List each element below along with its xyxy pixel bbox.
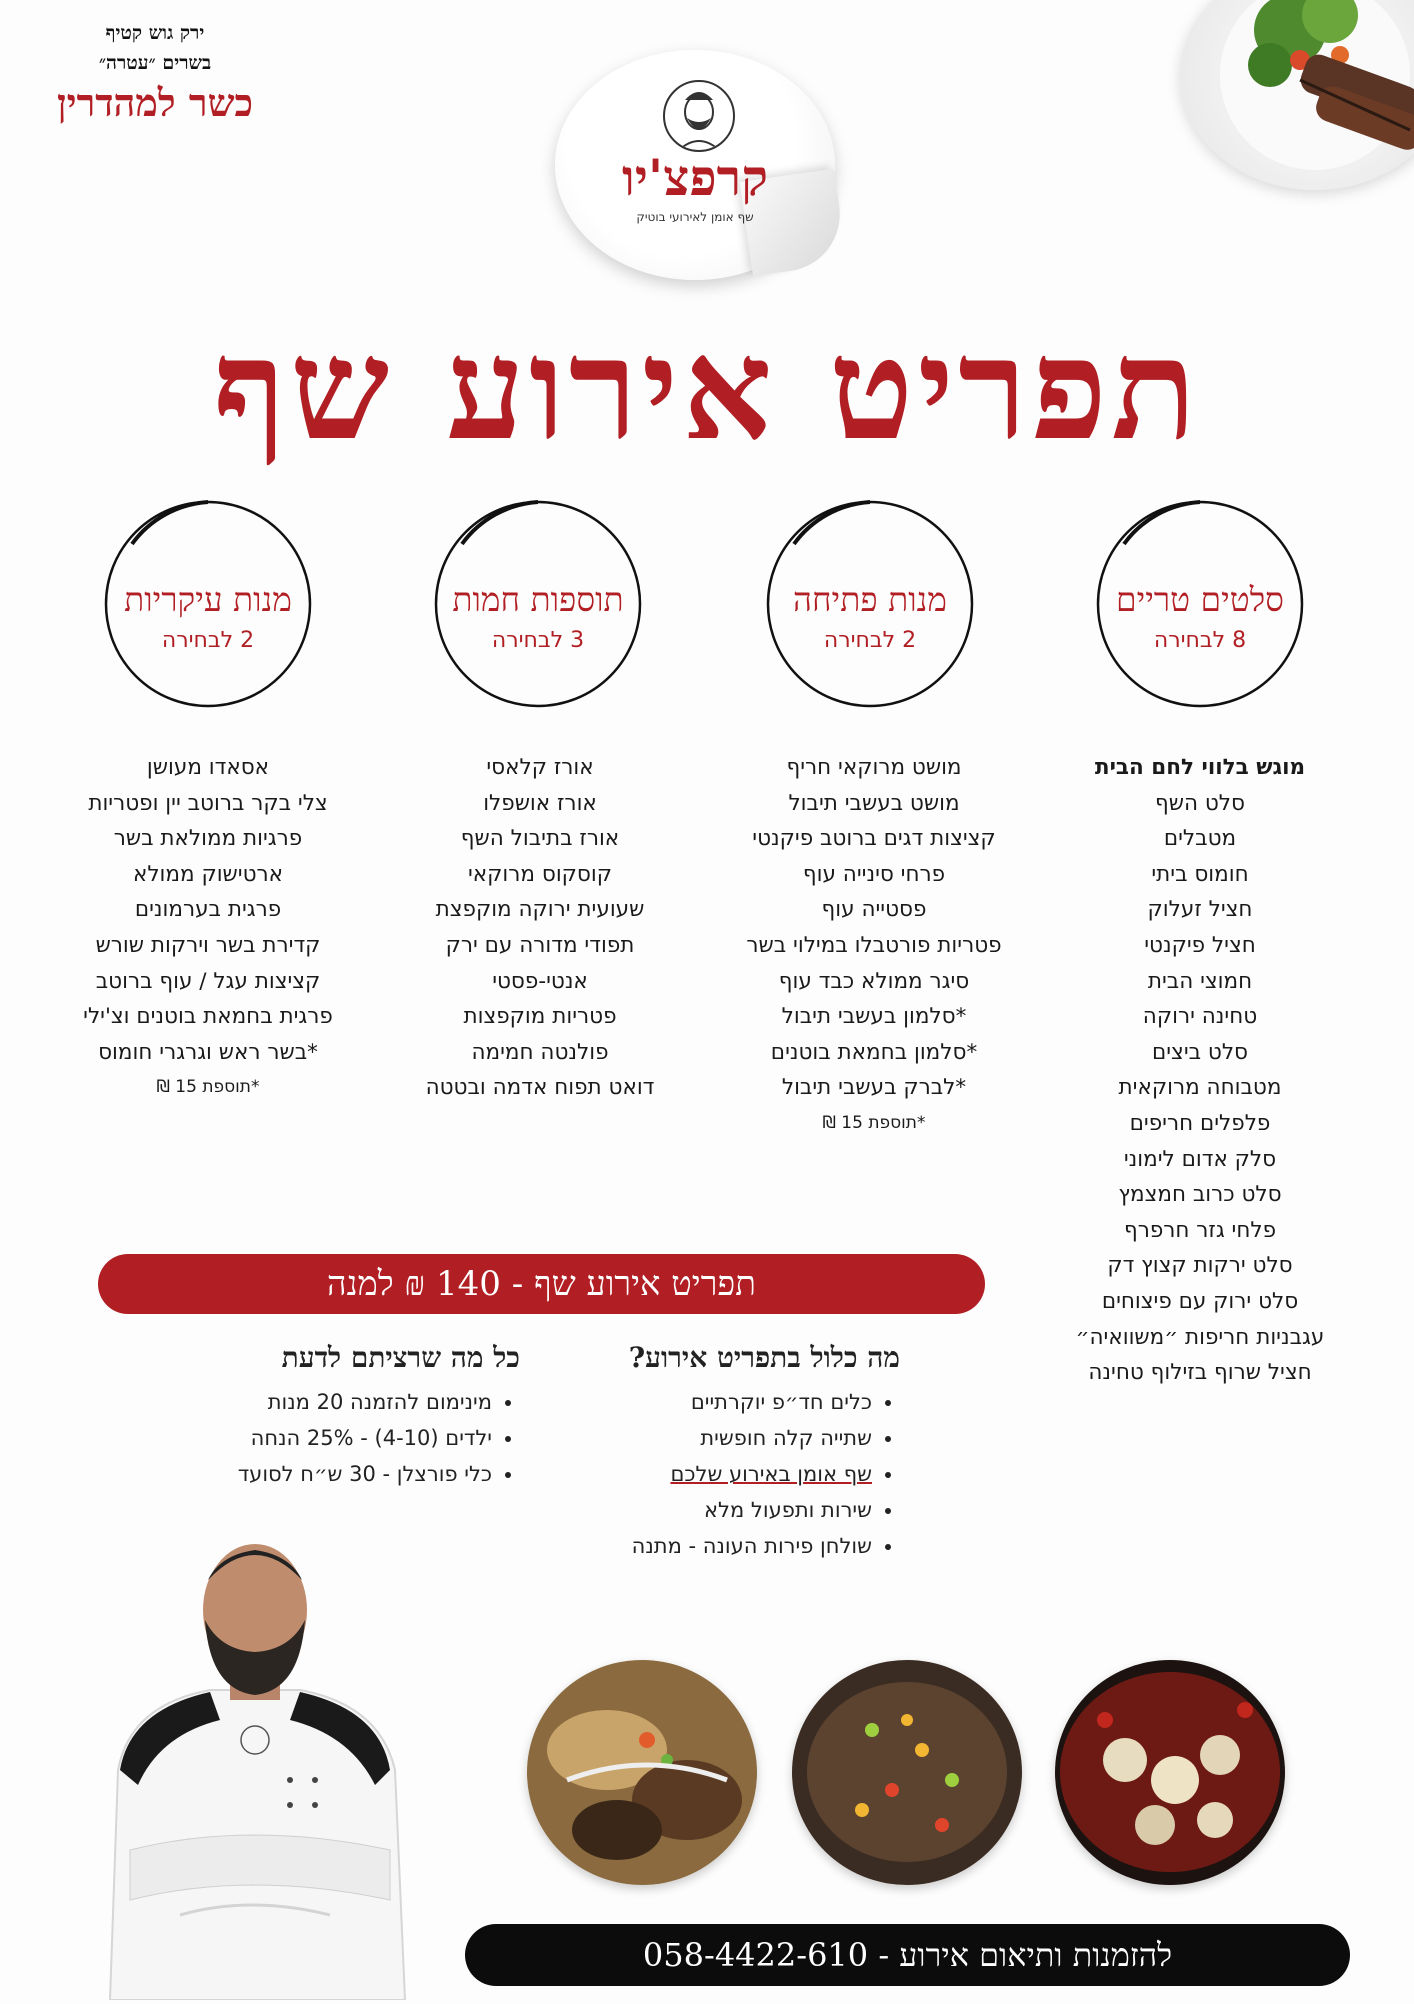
category-name: תוספות חמות [452, 580, 624, 619]
list-item: פטריות פורטבלו במילוי בשר [746, 932, 1002, 958]
list-item: *סלמון בעשבי תיבול [781, 1004, 967, 1030]
know-section [180, 1336, 520, 1492]
page-title: תפריט אירוע שף [213, 308, 1201, 472]
list-item: פלחי גזר חרפרף [1123, 1217, 1277, 1243]
category-mains [102, 498, 314, 710]
list-item: • כלים חד״פ יוקרתיים [580, 1384, 872, 1420]
list-item: • שולחן פירות העונה - מתנה [580, 1528, 872, 1564]
list-item: • ילדים (4-10) - 25% הנחה [180, 1420, 492, 1456]
category-salads [1094, 498, 1306, 710]
sides-list [390, 750, 690, 1106]
category-name: מנות פתיחה [793, 580, 947, 619]
list-item: עגבניות חריפות ״משוואיה״ [1075, 1324, 1325, 1350]
list-item: פלפלים חריפים [1129, 1110, 1271, 1136]
category-sides [432, 498, 644, 710]
kosher-line-1: ירק גוש קטיף [105, 22, 205, 44]
category-choice: 2 לבחירה [823, 628, 917, 653]
list-item: דואט תפוח אדמה ובטטה [425, 1075, 655, 1101]
brand-name: קרפצ'יו [622, 148, 768, 207]
list-item: • שתייה קלה חופשית [580, 1420, 872, 1456]
list-item: סלט השף [1155, 790, 1245, 816]
list-item: שעועית ירוקה מוקפצת [435, 897, 645, 923]
list-item: קוסקוס מרוקאי [468, 861, 612, 887]
list-item: מטבוחה מרוקאית [1118, 1075, 1282, 1101]
chef-face-icon [663, 80, 735, 152]
surcharge-note: *תוספת 15 ₪ [822, 1112, 926, 1133]
category-starters [764, 498, 976, 710]
category-choice: 8 לבחירה [1153, 628, 1247, 653]
category-choice: 2 לבחירה [161, 628, 255, 653]
list-item: סלט ביצים [1151, 1039, 1248, 1065]
list-item: • שירות ותפעול מלא [580, 1492, 872, 1528]
list-item: סלט ירקות קצוץ דק [1107, 1253, 1293, 1279]
food-image-3 [1055, 1660, 1285, 1885]
list-item: פסטייה עוף [821, 897, 927, 923]
list-item: פרגיות ממולאת בשר [113, 826, 303, 852]
list-item: סלט ירוק עם פיצוחים [1101, 1288, 1299, 1314]
list-item: מושט בעשבי תיבול [788, 790, 960, 816]
list-item: פולנטה חמימה [471, 1039, 609, 1065]
category-choice: 3 לבחירה [491, 628, 585, 653]
list-item: • כלי פורצלן - 30 ש״ח לסועד [180, 1456, 492, 1492]
food-image-2 [792, 1660, 1022, 1885]
list-item: אורז בתיבול השף [460, 826, 620, 852]
know-heading: כל מה שרציתם לדעת [281, 1341, 520, 1374]
list-item: *לברק בעשבי תיבול [781, 1075, 967, 1101]
list-item: קדירת בשר וירקות שורש [95, 932, 321, 958]
list-item: קציצות דגים ברוטב פיקנטי [752, 826, 996, 852]
food-image-1 [527, 1660, 757, 1885]
list-item: חמוצי הבית [1147, 968, 1253, 994]
kosher-line-2: בשרים ״עטרה״ [98, 52, 212, 74]
list-item: אסאדו מעושן [146, 755, 270, 780]
chef-photo [90, 1520, 420, 2000]
list-item: צלי בקר ברוטב יין ופטריות [88, 790, 328, 816]
list-item: סלק אדום לימוני [1123, 1146, 1277, 1172]
brand-tagline: שף אומן לאירועי בוטיק [636, 210, 754, 224]
list-item: אורז אושפלו [483, 790, 597, 816]
list-item: אורז קלאסי [486, 755, 594, 780]
list-item: חציל פיקנטי [1144, 932, 1256, 958]
list-item: חומוס ביתי [1151, 861, 1249, 887]
list-item: פטריות מוקפצות [463, 1004, 617, 1030]
list-item: אנטי-פסטי [492, 968, 588, 994]
list-item: פרגית בערמונים [134, 897, 282, 923]
list-item: סלט כרוב חמצמץ [1118, 1182, 1282, 1208]
included-section [580, 1336, 900, 1564]
list-item: *סלמון בחמאת בוטנים [770, 1039, 978, 1065]
kosher-line-3: כשר למהדרין [56, 80, 254, 125]
list-item: ארטישוק ממולא [132, 861, 284, 887]
list-item: פרחי סינייה עוף [802, 861, 946, 887]
salad-plate-image [1180, 0, 1414, 190]
list-item: • מינימום להזמנה 20 מנות [180, 1384, 492, 1420]
list-item: • שף אומן באירוע שלכם [580, 1456, 872, 1492]
surcharge-note: *תוספת 15 ₪ [156, 1077, 260, 1098]
price-bar: תפריט אירוע שף - 140 ₪ למנה [98, 1254, 985, 1314]
list-item: *בשר ראש וגרגרי חומוס [98, 1039, 318, 1065]
list-item: סיגר ממולא כבד עוף [778, 968, 970, 994]
category-name: מנות עיקריות [124, 580, 292, 619]
list-item: טחינה ירוקה [1142, 1004, 1258, 1030]
salads-heading: מוגש בלווי לחם הבית [1094, 755, 1306, 780]
included-heading: מה כלול בתפריט אירוע? [628, 1341, 900, 1374]
kosher-block [30, 18, 280, 128]
salads-list [1050, 750, 1350, 1391]
list-item: מטבלים [1163, 826, 1237, 852]
contact-bar: להזמנות ותיאום אירוע - 058-4422-610 [465, 1924, 1350, 1986]
list-item: חציל זעלוק [1147, 897, 1253, 923]
list-item: קציצות עגל / עוף ברוטב [95, 968, 321, 994]
list-item: פרגית בחמאת בוטנים וצ'ילי [83, 1004, 333, 1030]
list-item: מושט מרוקאי חריף [786, 755, 962, 780]
starters-list [724, 750, 1024, 1142]
category-name: סלטים טריים [1116, 580, 1284, 619]
list-item: תפודי מדורה עם ירק [445, 932, 635, 958]
list-item: חציל שרוף בזילוף טחינה [1088, 1360, 1312, 1386]
logo-sticker [555, 50, 835, 280]
mains-list [58, 750, 358, 1106]
